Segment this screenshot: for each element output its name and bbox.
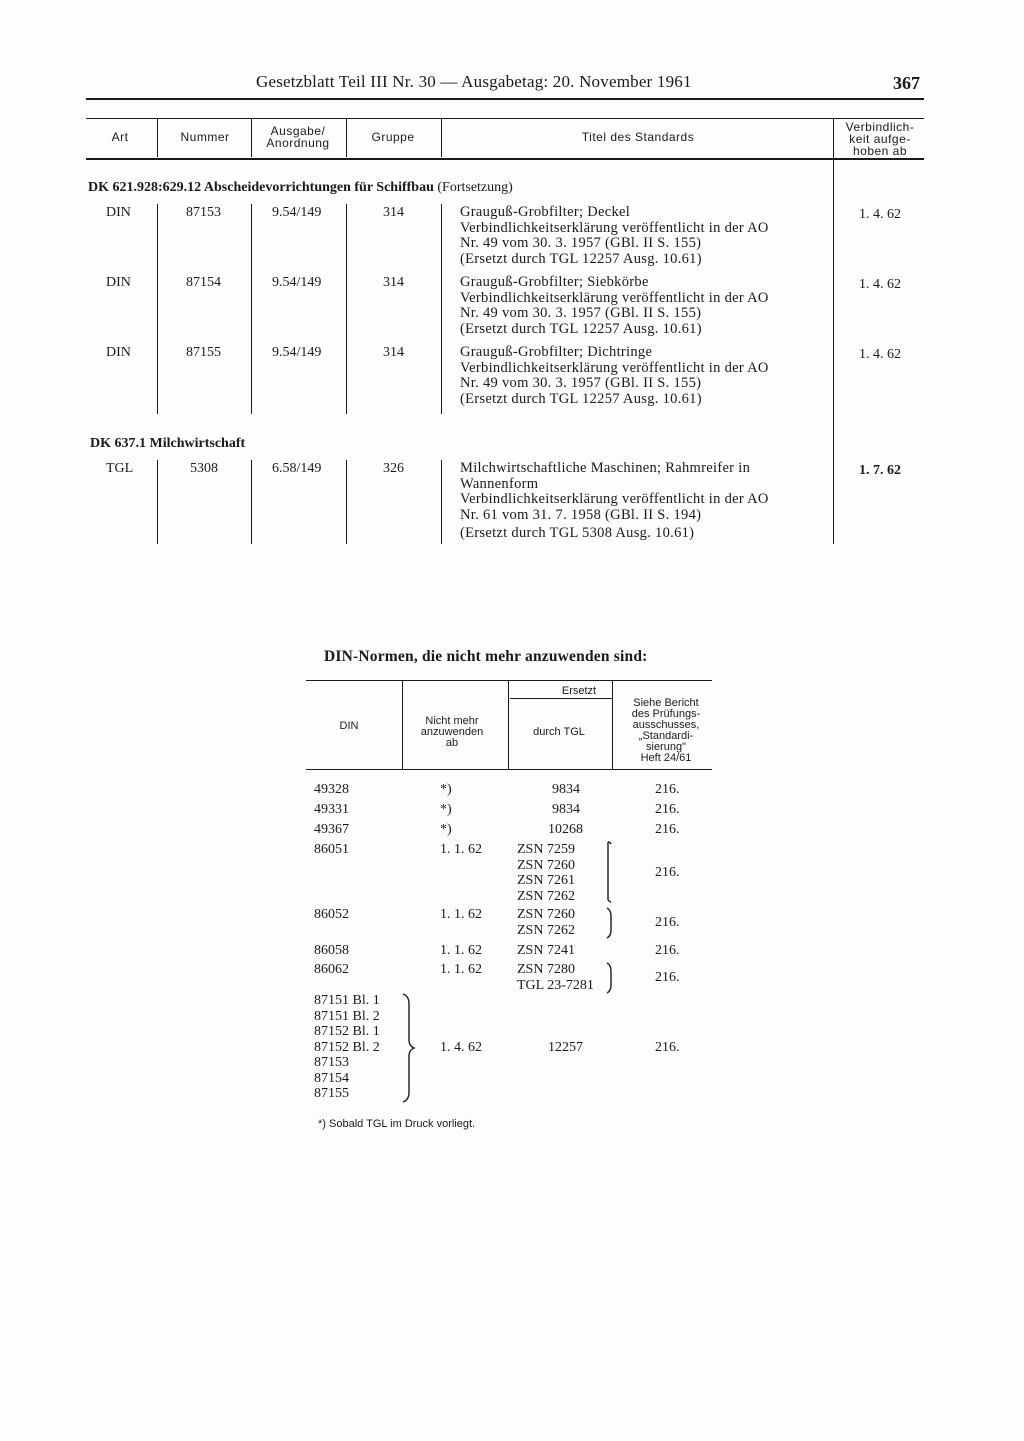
t2-col-nicht-line2: anzuwenden bbox=[420, 726, 484, 738]
t2-din-line: 87152 Bl. 1 bbox=[314, 1024, 380, 1039]
t2-din-line: 87152 Bl. 2 bbox=[314, 1039, 380, 1055]
titel-line: Milchwirtschaftliche Maschinen; Rahmreifer in bbox=[460, 460, 751, 476]
footnote: *) Sobald TGL im Druck vorliegt. bbox=[318, 1118, 476, 1130]
row-nummer: 87154 bbox=[186, 275, 221, 290]
t2-din: 49367 bbox=[314, 822, 349, 837]
row-art: DIN bbox=[106, 205, 131, 220]
row-ausgabe: 9.54/149 bbox=[272, 345, 322, 360]
t2-din-line: 87151 Bl. 2 bbox=[314, 1008, 380, 1024]
section-heading-suffix: (Fortsetzung) bbox=[437, 180, 513, 195]
titel-line: Verbindlichkeitserklärung veröffentlicht in der AO bbox=[460, 491, 769, 507]
t2-din: 86058 bbox=[314, 943, 349, 958]
t2-tgl: 10268 bbox=[548, 822, 583, 837]
t2-siehe: 216. bbox=[655, 802, 680, 817]
page-header-title: Gesetzblatt Teil III Nr. 30 — Ausgabetag: 20. November 1961 bbox=[256, 72, 692, 91]
t2-tgl-line: ZSN 7260 bbox=[517, 857, 575, 873]
t2-ab: 1. 1. 62 bbox=[440, 842, 482, 857]
t2-tgl-line: TGL 23-7281 bbox=[517, 977, 594, 993]
titel-line: (Ersetzt durch TGL 12257 Ausg. 10.61) bbox=[460, 250, 702, 267]
page-number: 367 bbox=[893, 73, 920, 93]
table2-header-rule bbox=[306, 769, 712, 770]
t2-din: 86062 bbox=[314, 962, 349, 977]
t2-col-divider bbox=[508, 681, 509, 769]
t2-din: 86051 bbox=[314, 842, 349, 857]
table1-header-rule bbox=[86, 158, 924, 160]
t2-tgl: 9834 bbox=[552, 802, 580, 817]
t2-tgl-line: ZSN 7280 bbox=[517, 962, 575, 977]
brace-icon bbox=[604, 906, 618, 940]
col-divider bbox=[157, 204, 158, 414]
t2-ab: 1. 1. 62 bbox=[440, 907, 482, 922]
row-gruppe: 326 bbox=[383, 461, 404, 476]
col-divider bbox=[157, 460, 158, 544]
col-divider bbox=[441, 460, 442, 544]
titel-line: Verbindlichkeitserklärung veröffentlicht in der AO bbox=[460, 359, 769, 376]
titel-line: Nr. 49 vom 30. 3. 1957 (GBl. II S. 155) bbox=[460, 305, 702, 321]
section-heading-schiffbau bbox=[88, 180, 513, 196]
t2-ab: *) bbox=[440, 802, 452, 817]
t2-col-siehe-line1: Siehe Bericht bbox=[633, 697, 699, 709]
col-gruppe: Gruppe bbox=[371, 130, 415, 144]
row-ausgabe: 9.54/149 bbox=[272, 275, 322, 290]
row-date: 1. 4. 62 bbox=[859, 207, 901, 222]
row-gruppe: 314 bbox=[383, 345, 404, 360]
table2-title: DIN-Normen, die nicht mehr anzuwenden sind: bbox=[324, 648, 648, 665]
row-titel bbox=[460, 205, 840, 267]
titel-line: (Ersetzt durch TGL 12257 Ausg. 10.61) bbox=[460, 320, 702, 337]
t2-din bbox=[314, 993, 380, 1102]
col-divider bbox=[157, 119, 158, 157]
t2-ab: *) bbox=[440, 822, 452, 837]
t2-siehe: 216. bbox=[655, 915, 680, 930]
row-art: DIN bbox=[106, 345, 131, 360]
t2-din-line: 87155 bbox=[314, 1086, 349, 1101]
t2-ab: 1. 1. 62 bbox=[440, 943, 482, 958]
header-rule bbox=[86, 98, 924, 100]
col-verbindlich-line2: keit aufge- bbox=[849, 132, 911, 146]
section-heading-bold: DK 621.928:629.12 Abscheidevorrichtungen für Schiffbau bbox=[88, 180, 434, 195]
row-nummer: 87155 bbox=[186, 345, 221, 360]
brace-icon bbox=[400, 992, 418, 1104]
t2-siehe: 216. bbox=[655, 1040, 680, 1055]
t2-siehe: 216. bbox=[655, 822, 680, 837]
titel-line: Verbindlichkeitserklärung veröffentlicht in der AO bbox=[460, 289, 769, 306]
table1-top-rule bbox=[86, 118, 924, 119]
t2-siehe: 216. bbox=[655, 970, 680, 985]
t2-siehe: 216. bbox=[655, 865, 680, 880]
t2-tgl bbox=[517, 842, 575, 904]
row-titel bbox=[460, 275, 840, 337]
row-gruppe: 314 bbox=[383, 205, 404, 220]
t2-tgl: 9834 bbox=[552, 782, 580, 797]
t2-tgl-line: ZSN 7260 bbox=[517, 907, 575, 922]
t2-tgl: ZSN 7241 bbox=[517, 943, 575, 958]
row-date: 1. 7. 62 bbox=[859, 463, 901, 478]
col-verbindlich-line1: Verbindlich- bbox=[845, 120, 915, 134]
row-nummer: 5308 bbox=[190, 461, 218, 476]
titel-line: Grauguß-Grobfilter; Dichtringe bbox=[460, 344, 653, 360]
t2-ab: 1. 1. 62 bbox=[440, 962, 482, 977]
t2-din-line: 87151 Bl. 1 bbox=[314, 993, 380, 1008]
t2-din-line: 87154 bbox=[314, 1070, 349, 1086]
t2-tgl-line: ZSN 7262 bbox=[517, 888, 575, 904]
t2-din-line: 87153 bbox=[314, 1055, 349, 1070]
t2-col-nicht-line3: ab bbox=[445, 737, 459, 749]
brace-icon bbox=[604, 961, 618, 995]
row-titel bbox=[460, 345, 840, 407]
row-date: 1. 4. 62 bbox=[859, 277, 901, 292]
t2-col-din: DIN bbox=[339, 720, 359, 732]
t2-col-siehe-line5: sierung" bbox=[646, 741, 686, 753]
titel-line: Grauguß-Grobfilter; Deckel bbox=[460, 204, 631, 220]
titel-line: (Ersetzt durch TGL 5308 Ausg. 10.61) bbox=[460, 525, 695, 541]
t2-ab: 1. 4. 62 bbox=[440, 1040, 482, 1055]
titel-line: (Ersetzt durch TGL 12257 Ausg. 10.61) bbox=[460, 390, 702, 407]
t2-ersetzt-rule bbox=[510, 698, 612, 699]
t2-col-siehe-line4: „Standardi- bbox=[638, 730, 694, 742]
titel-line: Grauguß-Grobfilter; Siebkörbe bbox=[460, 274, 649, 290]
t2-col-durch: durch TGL bbox=[533, 726, 585, 738]
t2-col-siehe-line2: des Prüfungs- bbox=[631, 708, 701, 720]
titel-line: Nr. 49 vom 30. 3. 1957 (GBl. II S. 155) bbox=[460, 235, 702, 251]
t2-tgl-line: ZSN 7261 bbox=[517, 873, 575, 888]
row-titel bbox=[460, 461, 840, 542]
col-nummer: Nummer bbox=[180, 130, 230, 144]
t2-tgl: 12257 bbox=[548, 1040, 583, 1055]
t2-tgl-line: ZSN 7262 bbox=[517, 922, 575, 938]
t2-din: 49331 bbox=[314, 802, 349, 817]
row-ausgabe: 6.58/149 bbox=[272, 461, 322, 476]
row-art: DIN bbox=[106, 275, 131, 290]
t2-col-siehe-line6: Heft 24/61 bbox=[640, 752, 692, 764]
t2-ab: *) bbox=[440, 782, 452, 797]
col-divider bbox=[251, 460, 252, 544]
row-ausgabe: 9.54/149 bbox=[272, 205, 322, 220]
titel-line: Nr. 61 vom 31. 7. 1958 (GBl. II S. 194) bbox=[460, 506, 702, 523]
titel-line: Nr. 49 vom 30. 3. 1957 (GBl. II S. 155) bbox=[460, 375, 702, 391]
col-divider bbox=[441, 119, 442, 157]
section-heading-milchwirtschaft: DK 637.1 Milchwirtschaft bbox=[90, 436, 246, 451]
t2-din: 49328 bbox=[314, 782, 349, 797]
row-nummer: 87153 bbox=[186, 205, 221, 220]
t2-tgl-line: ZSN 7259 bbox=[517, 842, 575, 857]
t2-col-divider bbox=[402, 681, 403, 769]
row-gruppe: 314 bbox=[383, 275, 404, 290]
row-date: 1. 4. 62 bbox=[859, 347, 901, 362]
t2-col-ersetzt: Ersetzt bbox=[561, 685, 597, 697]
col-divider bbox=[251, 119, 252, 157]
col-verbindlich-line3: hoben ab bbox=[852, 144, 908, 158]
titel-line: Verbindlichkeitserklärung veröffentlicht in der AO bbox=[460, 219, 769, 236]
col-divider bbox=[346, 460, 347, 544]
col-divider bbox=[346, 119, 347, 157]
titel-line: Wannenform bbox=[460, 475, 539, 492]
col-titel: Titel des Standards bbox=[581, 130, 695, 144]
table2-top-rule bbox=[306, 680, 712, 681]
col-art: Art bbox=[111, 130, 129, 144]
t2-din: 86052 bbox=[314, 907, 349, 922]
row-art: TGL bbox=[106, 461, 134, 476]
t2-tgl bbox=[517, 907, 575, 938]
t2-siehe: 216. bbox=[655, 943, 680, 958]
brace-icon bbox=[604, 840, 618, 904]
col-divider bbox=[346, 204, 347, 414]
t2-col-nicht-line1: Nicht mehr bbox=[425, 715, 479, 727]
col-divider bbox=[251, 204, 252, 414]
t2-col-divider bbox=[612, 681, 613, 769]
col-ausgabe-line1: Ausgabe/ bbox=[270, 124, 326, 138]
t2-siehe: 216. bbox=[655, 782, 680, 797]
col-divider bbox=[441, 204, 442, 414]
col-ausgabe-line2: Anordnung bbox=[266, 136, 330, 150]
t2-col-siehe-line3: ausschusses, bbox=[632, 719, 700, 731]
t2-tgl bbox=[517, 962, 594, 993]
